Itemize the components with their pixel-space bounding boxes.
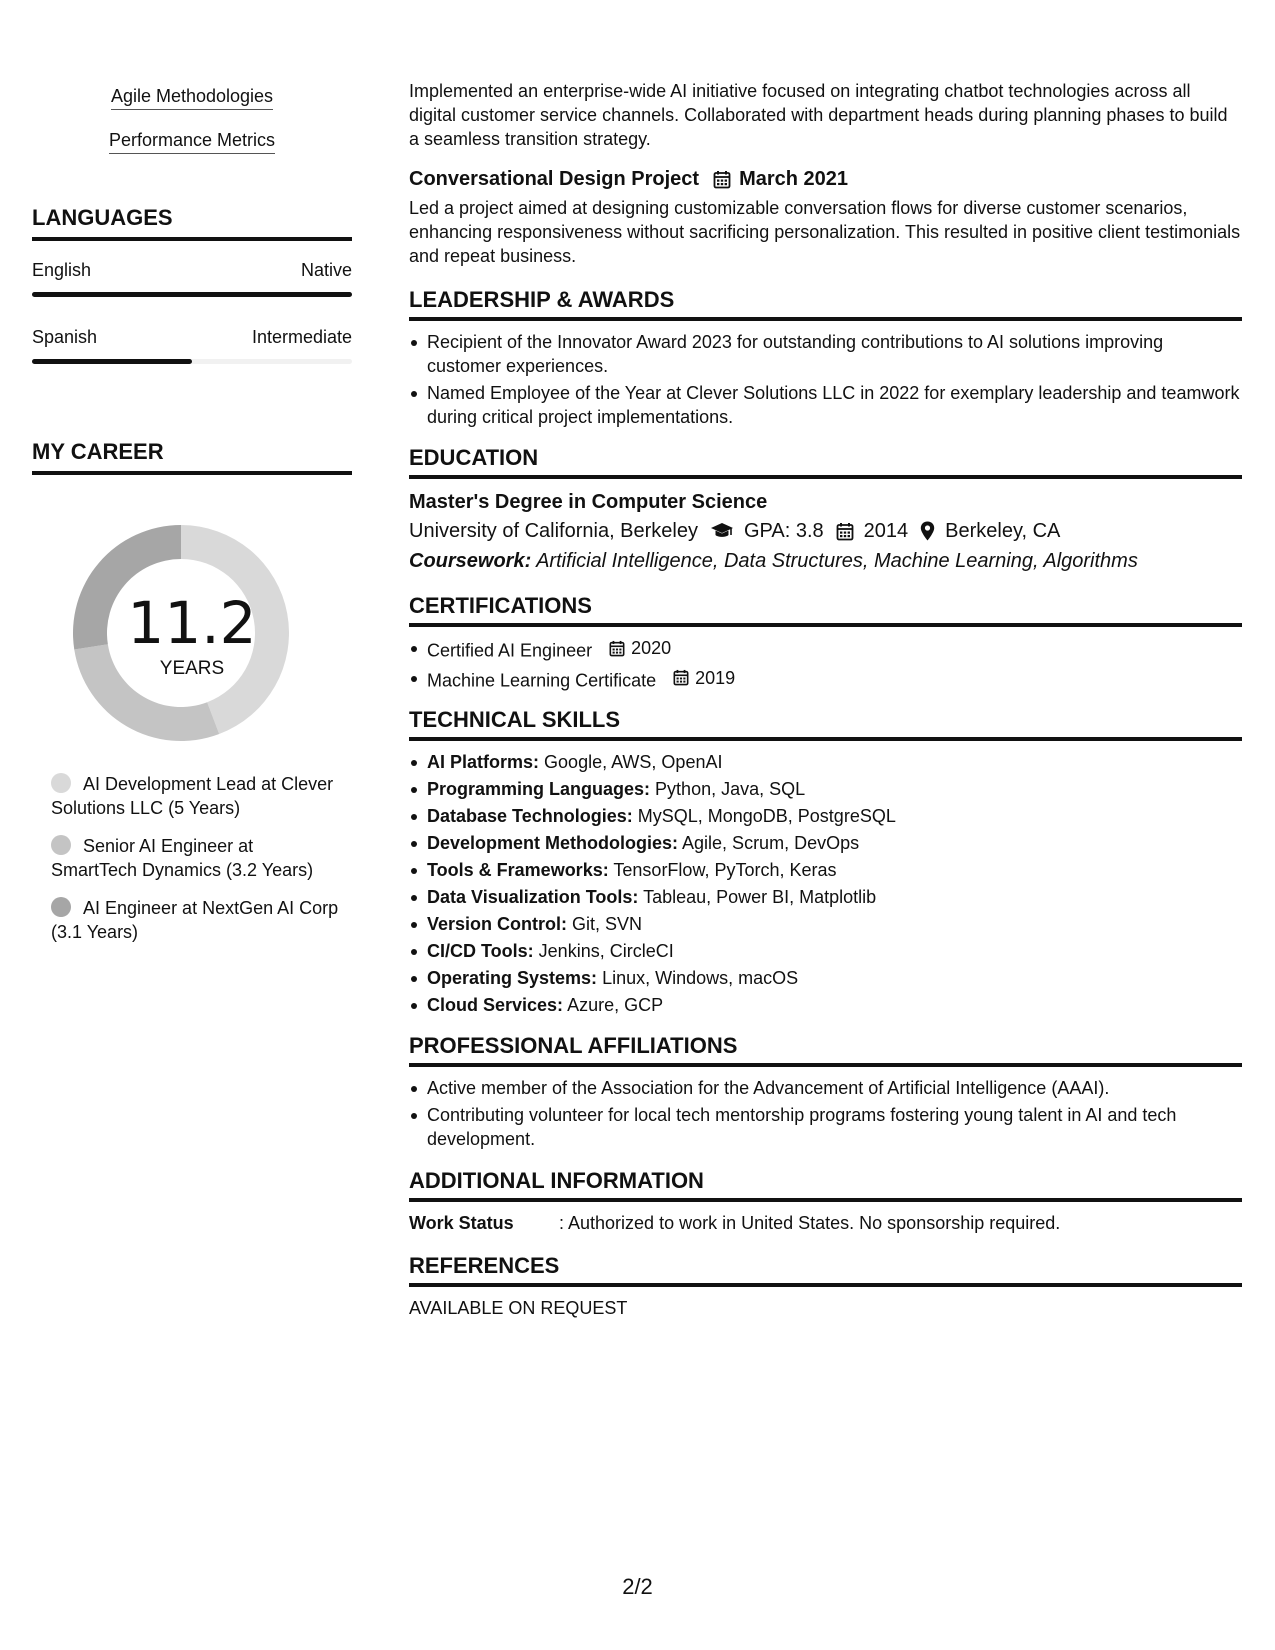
list-item: Recipient of the Innovator Award 2023 for outstanding contributions to AI solutions improving customer experiences. bbox=[409, 330, 1242, 378]
references-text: AVAILABLE ON REQUEST bbox=[409, 1298, 628, 1318]
work-status-label: Work Status bbox=[409, 1213, 514, 1233]
skill-values: Google, AWS, OpenAI bbox=[544, 752, 723, 772]
graduation-cap-icon bbox=[710, 522, 734, 540]
skill-values: Agile, Scrum, DevOps bbox=[682, 833, 860, 853]
list-item bbox=[409, 777, 1242, 801]
skill-category: Cloud Services: bbox=[427, 995, 564, 1015]
map-pin-icon bbox=[920, 521, 935, 541]
career-legend-label: AI Engineer at NextGen AI Corp (3.1 Years) bbox=[51, 898, 339, 942]
certification-year: 2019 bbox=[695, 667, 736, 688]
legend-dot bbox=[51, 835, 71, 855]
list-item bbox=[409, 858, 1242, 882]
skill-category: CI/CD Tools: bbox=[427, 941, 534, 961]
skill-values: Jenkins, CircleCI bbox=[538, 941, 674, 961]
language-proficiency-fill bbox=[32, 292, 352, 297]
list-item bbox=[409, 966, 1242, 990]
education-year: 2014 bbox=[863, 520, 909, 542]
coursework-value: Artificial Intelligence, Data Structures, Machine Learning, Algorithms bbox=[536, 550, 1138, 572]
skill-values: TensorFlow, PyTorch, Keras bbox=[613, 860, 837, 880]
calendar-icon bbox=[673, 669, 692, 686]
skill-category: Programming Languages: bbox=[427, 779, 651, 799]
leadership-list bbox=[409, 330, 1242, 429]
language-name: Spanish bbox=[32, 327, 98, 347]
language-item bbox=[32, 325, 352, 364]
list-item bbox=[409, 885, 1242, 909]
skill-category: Tools & Frameworks: bbox=[427, 860, 609, 880]
career-legend-label: AI Development Lead at Clever Solutions LLC (5 Years) bbox=[51, 774, 334, 818]
certification-name: Machine Learning Certificate bbox=[427, 670, 657, 690]
skill-values: Azure, GCP bbox=[567, 995, 664, 1015]
language-level: Intermediate bbox=[251, 327, 352, 347]
career-legend-item bbox=[51, 896, 341, 944]
technical-skills-heading: TECHNICAL SKILLS bbox=[409, 706, 1242, 741]
page-number: 2/2 bbox=[622, 1574, 653, 1599]
language-proficiency-fill bbox=[32, 359, 192, 364]
project-date: March 2021 bbox=[739, 168, 849, 190]
skill-item bbox=[32, 84, 352, 128]
skill-values: MySQL, MongoDB, PostgreSQL bbox=[637, 806, 896, 826]
skill-label: Agile Methodologies bbox=[111, 84, 273, 110]
project-title: Conversational Design Project bbox=[409, 168, 700, 190]
career-donut-chart bbox=[32, 518, 352, 748]
list-item bbox=[409, 831, 1242, 855]
career-legend-label: Senior AI Engineer at SmartTech Dynamics (3.2 Years) bbox=[51, 836, 314, 880]
language-proficiency-bar bbox=[32, 359, 352, 364]
work-status-value: : Authorized to work in United States. No sponsorship required. bbox=[559, 1213, 1061, 1233]
technical-skills-list bbox=[409, 750, 1242, 1017]
education-gpa: GPA: 3.8 bbox=[744, 520, 824, 542]
list-item bbox=[409, 804, 1242, 828]
education-heading: EDUCATION bbox=[409, 444, 1242, 479]
skill-values: Linux, Windows, macOS bbox=[602, 968, 799, 988]
calendar-icon bbox=[836, 522, 854, 541]
coursework-label: Coursework: bbox=[409, 550, 532, 572]
education-school: University of California, Berkeley bbox=[409, 520, 698, 542]
skill-category: Operating Systems: bbox=[427, 968, 598, 988]
leadership-heading: LEADERSHIP & AWARDS bbox=[409, 286, 1242, 321]
project-title-row bbox=[409, 166, 1242, 192]
experience-description: Implemented an enterprise-wide AI initiative focused on integrating chatbot technologies across all digital customer service channels. Collaborated with department heads during planning phases to build a seamless transition strategy. bbox=[409, 81, 1228, 149]
calendar-icon bbox=[713, 170, 731, 189]
sidebar bbox=[32, 84, 352, 958]
skill-category: Data Visualization Tools: bbox=[427, 887, 639, 907]
legend-dot bbox=[51, 773, 71, 793]
education-location: Berkeley, CA bbox=[945, 520, 1061, 542]
skill-item bbox=[32, 128, 352, 172]
legend-dot bbox=[51, 897, 71, 917]
main-content bbox=[409, 79, 1242, 1320]
language-proficiency-bar bbox=[32, 292, 352, 297]
certification-year: 2020 bbox=[631, 638, 672, 658]
certifications-list bbox=[409, 636, 1242, 692]
affiliations-heading: PROFESSIONAL AFFILIATIONS bbox=[409, 1032, 1242, 1067]
skill-values: Tableau, Power BI, Matplotlib bbox=[643, 887, 877, 907]
languages-heading: LANGUAGES bbox=[32, 204, 352, 241]
language-name: English bbox=[32, 260, 92, 280]
affiliations-list bbox=[409, 1076, 1242, 1151]
list-item bbox=[409, 666, 1242, 693]
career-legend-item bbox=[51, 772, 341, 820]
language-level: Native bbox=[300, 260, 352, 280]
education-degree: Master's Degree in Computer Science bbox=[409, 491, 768, 513]
certification-name: Certified AI Engineer bbox=[427, 640, 593, 661]
skill-category: Version Control: bbox=[427, 914, 568, 934]
list-item bbox=[409, 750, 1242, 774]
skill-values: Python, Java, SQL bbox=[655, 779, 806, 799]
education-details bbox=[409, 516, 1242, 546]
list-item: Active member of the Association for the Advancement of Artificial Intelligence (AAAI). bbox=[409, 1076, 1242, 1100]
education-coursework bbox=[409, 546, 1242, 576]
skill-values: Git, SVN bbox=[572, 914, 643, 934]
list-item bbox=[409, 939, 1242, 963]
career-legend-item bbox=[51, 834, 341, 882]
skill-category: AI Platforms: bbox=[427, 752, 540, 772]
language-item bbox=[32, 258, 352, 297]
project-description: Led a project aimed at designing customizable conversation flows for diverse customer scenarios, enhancing responsiveness without sacrificing personalization. This resulted in positive client testimonials and repeat business. bbox=[409, 198, 1241, 266]
career-total-unit: YEARS bbox=[159, 658, 225, 679]
skill-label: Performance Metrics bbox=[109, 128, 275, 154]
references-heading: REFERENCES bbox=[409, 1252, 1242, 1287]
calendar-icon bbox=[609, 640, 628, 657]
career-legend bbox=[32, 772, 352, 944]
certifications-heading: CERTIFICATIONS bbox=[409, 592, 1242, 627]
list-item bbox=[409, 912, 1242, 936]
career-total-years: 11.2 bbox=[127, 589, 257, 657]
list-item bbox=[409, 636, 1242, 663]
skill-category: Development Methodologies: bbox=[427, 833, 679, 853]
career-heading: MY CAREER bbox=[32, 438, 352, 475]
additional-info-heading: ADDITIONAL INFORMATION bbox=[409, 1167, 1242, 1202]
work-status-row bbox=[409, 1211, 1242, 1235]
skill-category: Database Technologies: bbox=[427, 806, 633, 826]
list-item bbox=[409, 993, 1242, 1017]
list-item: Named Employee of the Year at Clever Solutions LLC in 2022 for exemplary leadership and teamwork during critical project implementations. bbox=[409, 381, 1242, 429]
list-item: Contributing volunteer for local tech mentorship programs fostering young talent in AI and tech development. bbox=[409, 1103, 1242, 1151]
